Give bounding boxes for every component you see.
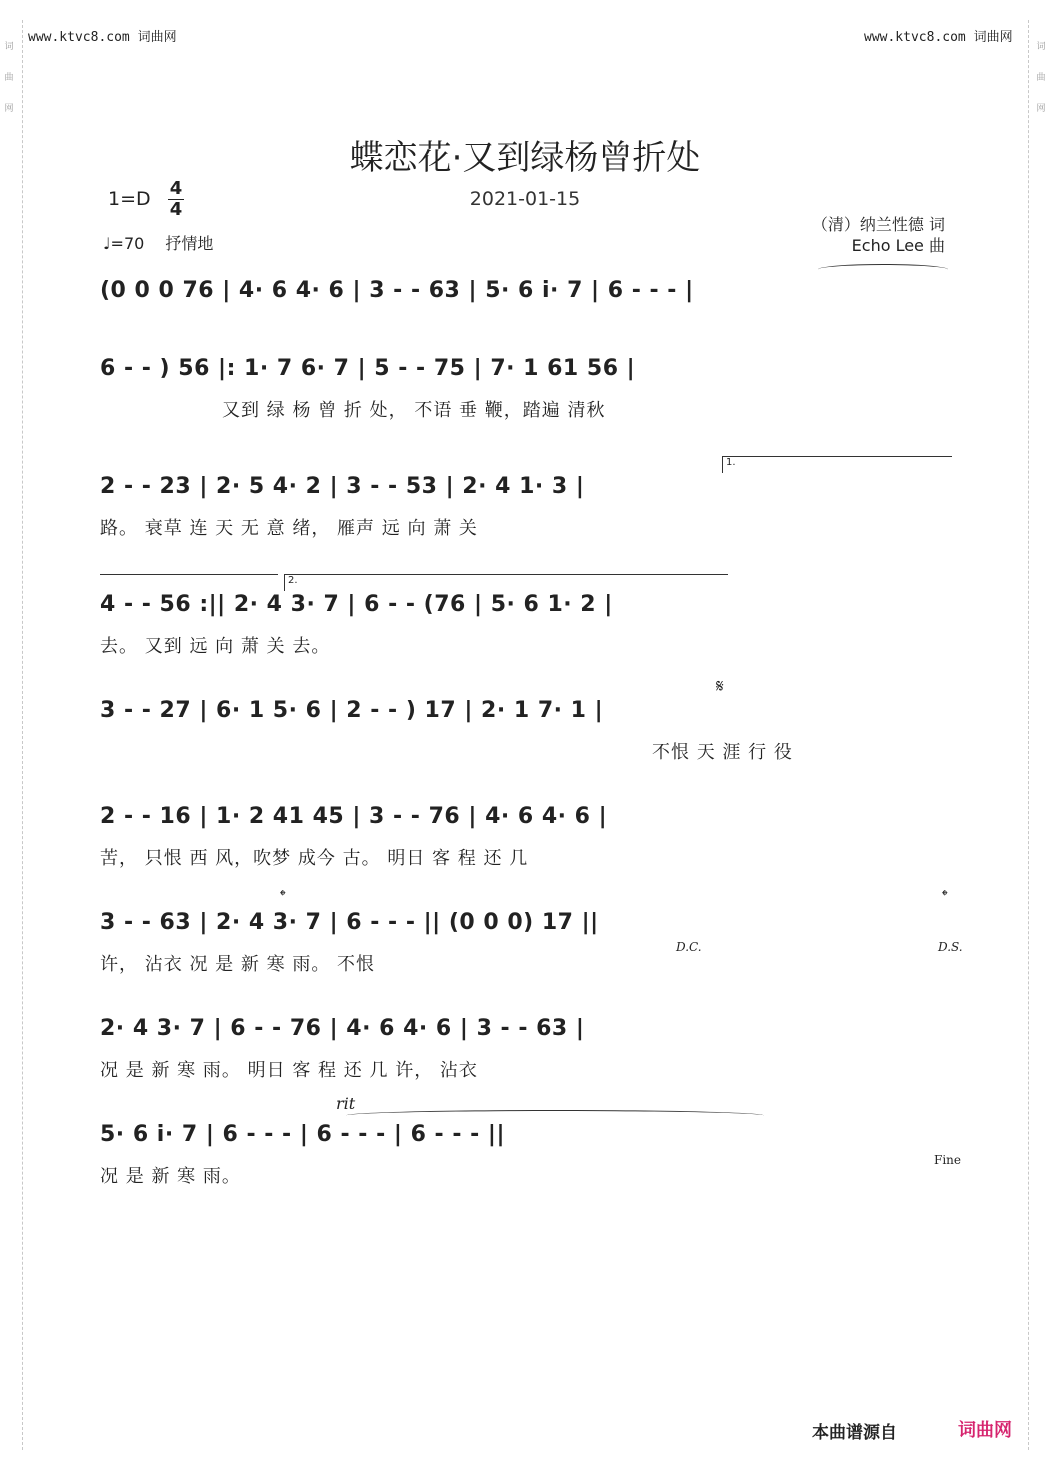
time-top: 4 [169,178,183,199]
system-8-notes: 2· 4 3· 7 | 6 - - 76 | 4· 6 4· 6 | 3 - - 63 | [100,1016,585,1041]
long-tie-slur [346,1110,764,1121]
side-char: 曲 [1036,73,1046,83]
system-4-notes: 4 - - 56 :|| 2· 4 3· 7 | 6 - - (76 | 5· 6 1· 2 | [100,592,613,617]
system-5-lyrics: 不恨 天 涯 行 役 [652,742,793,763]
system-4-lyrics: 去。 又到 远 向 萧 关 去。 [100,636,331,657]
time-signature [168,180,184,219]
tie-slur [818,264,948,275]
tempo-marking [103,231,213,254]
composer-credit: Echo Lee 曲 [851,236,945,255]
volta-first-continuation [100,574,278,575]
footer-source-label: 本曲谱源自 [812,1423,897,1443]
volta-second-ending [284,574,728,591]
system-7-notes: 3 - - 63 | 2· 4 3· 7 | 6 - - - || (0 0 0) 17 || [100,910,599,935]
system-9-lyrics: 况 是 新 寒 雨。 [100,1166,241,1187]
fine-marking: Fine [934,1153,961,1167]
system-2-lyrics: 又到 绿 杨 曾 折 处， 不语 垂 鞭，踏遍 清秋 [222,400,606,421]
volta1-label: 1. [726,457,736,468]
side-char: 网 [4,104,14,114]
coda-icon: 𝄌 [280,886,286,905]
expression-text: 抒情地 [165,234,214,253]
song-title: 蝶恋花·又到绿杨曾折处 [349,138,701,178]
dc-marking: D.C. [676,940,702,954]
coda-icon: 𝄌 [942,886,948,905]
system-1-notes: (0 0 0 76 | 4· 6 4· 6 | 3 - - 63 | 5· 6 i· 7 | 6 - - - | [100,278,694,303]
right-margin-line [1028,20,1029,1450]
right-side-watermark [1035,40,1047,133]
system-5-notes: 3 - - 27 | 6· 1 5· 6 | 2 - - ) 17 | 2· 1 7· 1 | [100,698,604,723]
tempo-value: =70 [110,234,145,253]
key-signature: 1=D [108,188,151,210]
site-watermark-left: www.ktvc8.com 词曲网 [28,30,177,45]
system-9-notes: 5· 6 i· 7 | 6 - - - | 6 - - - | 6 - - - || [100,1122,505,1147]
left-side-watermark [3,40,15,133]
system-2-notes: 6 - - ) 56 |: 1· 7 6· 7 | 5 - - 75 | 7· 1 61 56 | [100,356,636,381]
site-watermark-right: www.ktvc8.com 词曲网 [864,30,1013,45]
song-date: 2021-01-15 [469,188,581,210]
system-8-lyrics: 况 是 新 寒 雨。 明日 客 程 还 几 许， 沾衣 [100,1060,478,1081]
system-3-lyrics: 路。 衰草 连 天 无 意 绪， 雁声 远 向 萧 关 [100,518,478,539]
side-char: 网 [1036,104,1046,114]
time-bottom: 4 [169,199,183,220]
system-3-notes: 2 - - 23 | 2· 5 4· 2 | 3 - - 53 | 2· 4 1· 3 | [100,474,585,499]
left-margin-line [22,20,23,1450]
segno-icon: 𝄋 [716,676,724,697]
rit-marking: rit [336,1094,356,1113]
lyricist-credit: （清）纳兰性德 词 [811,215,945,234]
side-char: 曲 [4,73,14,83]
ds-marking: D.S. [938,940,963,954]
system-6-lyrics: 苦， 只恨 西 风，吹梦 成今 古。 明日 客 程 还 几 [100,848,529,869]
volta2-label: 2. [288,575,298,586]
system-6-notes: 2 - - 16 | 1· 2 41 45 | 3 - - 76 | 4· 6 4· 6 | [100,804,608,829]
volta-first-ending [722,456,952,473]
side-char: 词 [4,42,14,52]
side-char: 词 [1036,42,1046,52]
quarter-note-icon: ♩ [103,234,111,253]
footer-brand-link[interactable]: 词曲网 [958,1420,1012,1441]
system-7-lyrics: 许， 沾衣 况 是 新 寒 雨。 不恨 [100,954,376,975]
